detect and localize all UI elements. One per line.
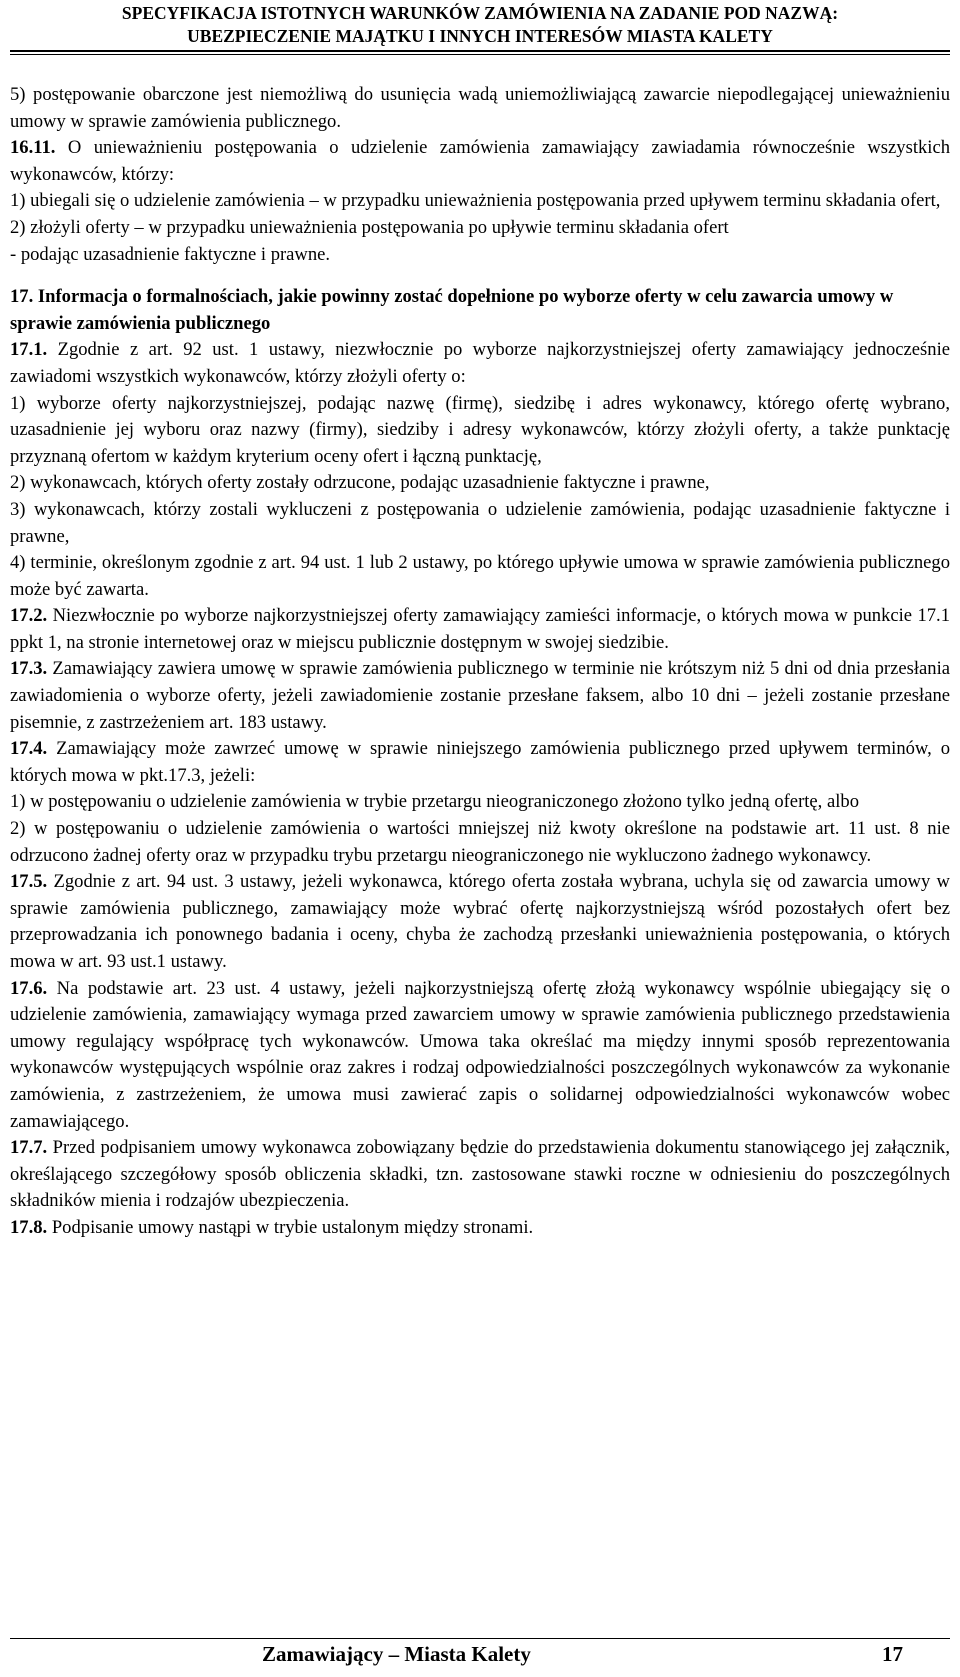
section-text: Przed podpisaniem umowy wykonawca zobowiązany będzie do przedstawienia dokumentu stanowiącego jej załącznik, określającego szczegółowy sposób obliczenia składki, tzn. zastosowane stawki roczne w odniesieniu do poszczególnych składników mienia i rodzajów ubezpieczenia.: [10, 1137, 950, 1212]
section-17-3: [10, 656, 950, 736]
list-item: 3) wykonawcach, którzy zostali wykluczeni z postępowania o udzielenie zamówienia, podając uzasadnienie faktyczne i prawne,: [10, 498, 950, 547]
section-number: 17.7.: [10, 1137, 48, 1159]
section-text: Zgodnie z art. 94 ust. 3 ustawy, jeżeli wykonawca, którego oferta została wybrana, uchyla się od zawarcia umowy w sprawie zamówienia publicznego, zamawiający może wybrać ofertę najkorzystniejszą wśród pozostałych ofert bez przeprowadzania ich ponownego badania i oceny, chyba że zachodzą przesłanki unieważnienia postępowania, o których mowa w art. 93 ust.1 ustawy.: [10, 871, 950, 972]
section-text: Zgodnie z art. 92 ust. 1 ustawy, niezwłocznie po wyborze najkorzystniejszej oferty zamawiający jednocześnie zawiadomi wszystkich wykonawców, którzy złożyli oferty o:: [10, 339, 950, 387]
section-text: Niezwłocznie po wyborze najkorzystniejszej oferty zamawiający zamieści informacje, o których mowa w punkcie 17.1 ppkt 1, na stronie internetowej oraz w miejscu publicznie dostępnym w swojej siedzibie.: [10, 605, 950, 653]
header-divider-thin: [10, 54, 950, 55]
list-item: 1) ubiegali się o udzielenie zamówienia – w przypadku unieważnienia postępowania przed upływem terminu składania ofert,: [10, 190, 941, 212]
section-number: 16.11.: [10, 137, 56, 159]
paragraph-tail: - podając uzasadnienie faktyczne i prawne.: [10, 243, 331, 265]
spacer: [10, 268, 950, 284]
section-16-11: [10, 135, 950, 188]
section-number: 17.3.: [10, 658, 48, 680]
section-17-8: [10, 1215, 950, 1242]
document-body: [10, 82, 950, 1242]
section-number: 17.2.: [10, 605, 48, 627]
section-number: 17.1.: [10, 339, 48, 361]
footer-divider: [10, 1638, 950, 1639]
list-item: 2) złożyli oferty – w przypadku unieważnienia postępowania po upływie terminu składania ofert: [10, 216, 729, 238]
list-item: 1) w postępowaniu o udzielenie zamówienia w trybie przetargu nieograniczonego złożono tylko jedną ofertę, albo: [10, 791, 859, 813]
header-line-1: SPECYFIKACJA ISTOTNYCH WARUNKÓW ZAMÓWIENIA NA ZADANIE POD NAZWĄ:: [121, 3, 839, 23]
section-text: O unieważnieniu postępowania o udzielenie zamówienia zamawiający zawiadamia równocześnie wszystkich wykonawców, którzy:: [10, 137, 950, 185]
header-line-2: UBEZPIECZENIE MAJĄTKU I INNYCH INTERESÓW MIASTA KALETY: [187, 26, 773, 46]
section-17-title: 17. Informacja o formalnościach, jakie powinny zostać dopełnione po wyborze oferty w celu zawarcia umowy w sprawie zamówienia publicznego: [10, 286, 894, 334]
header-divider: [10, 50, 950, 52]
list-item: 2) wykonawcach, których oferty zostały odrzucone, podając uzasadnienie faktyczne i prawne,: [10, 472, 710, 494]
list-item: 4) terminie, określonym zgodnie z art. 94 ust. 1 lub 2 ustawy, po którego upływie umowa w sprawie zamówienia publicznego może być zawarta.: [10, 552, 950, 600]
paragraph-5: 5) postępowanie obarczone jest niemożliwą do usunięcia wadą uniemożliwiającą zawarcie niepodlegającej unieważnieniu umowy w sprawie zamówienia publicznego.: [10, 84, 950, 132]
section-text: Podpisanie umowy nastąpi w trybie ustalonym między stronami.: [47, 1216, 534, 1238]
section-17-5: [10, 869, 950, 975]
section-17-7: [10, 1135, 950, 1215]
section-17-1: [10, 337, 950, 390]
list-item: 2) w postępowaniu o udzielenie zamówienia o wartości mniejszej niż kwoty określone na podstawie art. 11 ust. 8 nie odrzucono żadnej oferty oraz w przypadku trybu przetargu nieograniczonego nie wykluczono żadnego wykonawcy.: [10, 818, 950, 866]
page-number: 17: [882, 1642, 903, 1666]
footer-label: Zamawiający – Miasta Kalety: [262, 1642, 531, 1666]
section-number: 17.6.: [10, 977, 48, 999]
section-number: 17.8.: [10, 1216, 48, 1238]
section-17-4: [10, 736, 950, 789]
section-number: 17.5.: [10, 871, 48, 893]
section-text: Na podstawie art. 23 ust. 4 ustawy, jeżeli najkorzystniejszą ofertę złożą wykonawcy wspólnie ubiegający się o udzielenie zamówienia, zamawiający wymaga przed zawarciem umowy w sprawie zamówienia publicznego przedstawienia umowy regulający współpracę tych wykonawców. Umowa taka określać ma między innymi sposób reprezentowania wykonawców występujących wspólnie oraz zakres i rodzaj odpowiedzialności poszczególnych wykonawców za wykonanie zamówienia, z zastrzeżeniem, że umowa musi zawierać zapis o solidarnej odpowiedzialności wykonawców wobec zamawiającego.: [10, 977, 950, 1132]
section-17-6: [10, 976, 950, 1136]
section-text: Zamawiający może zawrzeć umowę w sprawie niniejszego zamówienia publicznego przed upływem terminów, o których mowa w pkt.17.3, jeżeli:: [10, 738, 950, 786]
list-item: 1) wyborze oferty najkorzystniejszej, podając nazwę (firmę), siedzibę i adres wykonawcy, którego ofertę wybrano, uzasadnienie jej wyboru oraz nazwy (firmy), siedziby i adresy wykonawców, którzy złożyli oferty, a także punktację przyznaną ofertom w każdym kryterium oceny ofert i łączną punktację,: [10, 392, 950, 467]
page-header: [0, 2, 960, 48]
section-text: Zamawiający zawiera umowę w sprawie zamówienia publicznego w terminie nie krótszym niż 5 dni od dnia przesłania zawiadomienia o wyborze oferty, jeżeli zawiadomienie zostanie przesłane faksem, albo 10 dni – jeżeli zostanie przesłane pisemnie, z zastrzeżeniem art. 183 ustawy.: [10, 658, 950, 733]
section-number: 17.4.: [10, 738, 48, 760]
section-17-2: [10, 603, 950, 656]
